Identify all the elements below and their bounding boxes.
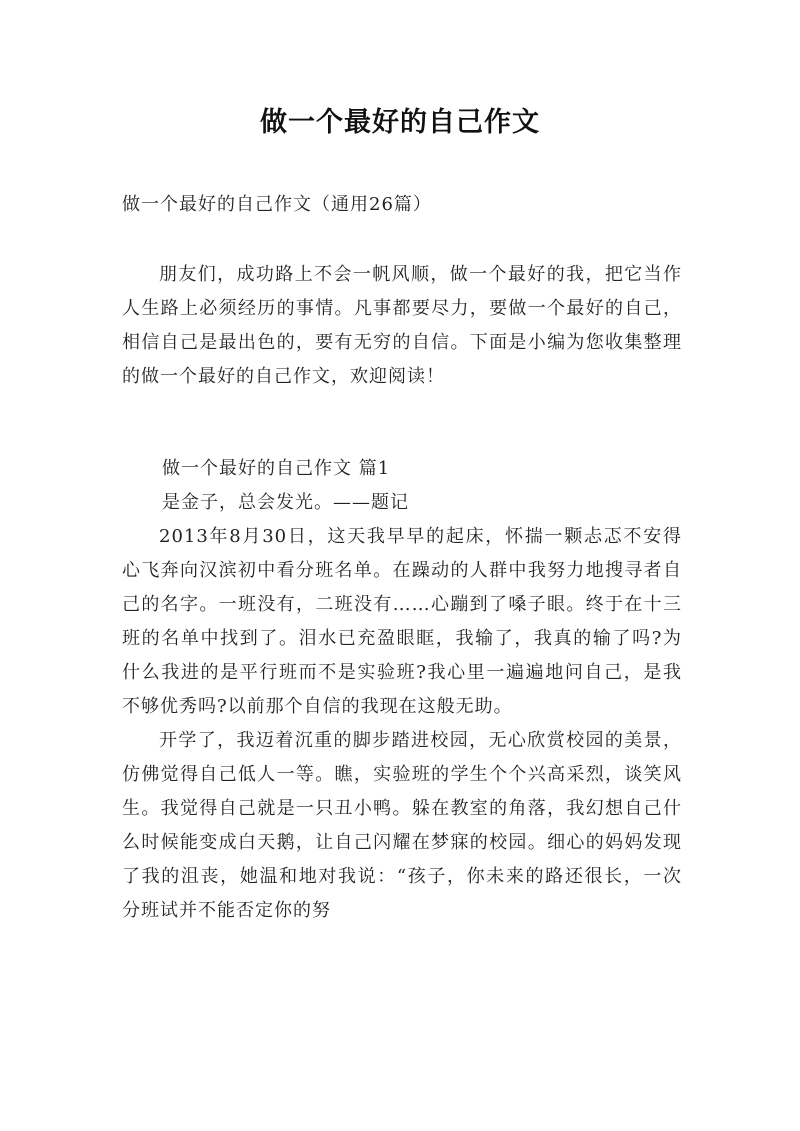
intro-section <box>122 258 682 394</box>
article-section <box>122 452 682 928</box>
article-heading: 做一个最好的自己作文 篇1 <box>162 458 391 479</box>
article-epigraph: 是金子，总会发光。——题记 <box>162 492 409 513</box>
intro-paragraph: 朋友们，成功路上不会一帆风顺，做一个最好的我，把它当作人生路上必须经历的事情。凡事都要尽力，要做一个最好的自己，相信自己是最出色的，要有无穷的自信。下面是小编为您收集整理的做一个最好的自己作文，欢迎阅读！ <box>122 264 682 387</box>
document-title: 做一个最好的自己作文 <box>260 107 540 138</box>
article-paragraph: 开学了，我迈着沉重的脚步踏进校园，无心欣赏校园的美景，仿佛觉得自己低人一等。瞧，实验班的学生个个兴高采烈，谈笑风生。我觉得自己就是一只丑小鸭。躲在教室的角落，我幻想自己什么时候能变成白天鹅，让自己闪耀在梦寐的校园。细心的妈妈发现了我的沮丧，她温和地对我说：“孩子，你未来的路还很长，一次分班试并不能否定你的努 <box>122 730 682 921</box>
document-subtitle: 做一个最好的自己作文（通用26篇） <box>122 194 432 215</box>
article-paragraph: 2013年8月30日，这天我早早的起床，怀揣一颗忐忑不安得心飞奔向汉滨初中看分班名单。在躁动的人群中我努力地搜寻者自己的名字。一班没有，二班没有……心蹦到了嗓子眼。终于在十三班的名单中找到了。泪水已充盈眼眶，我输了，我真的输了吗?为什么我进的是平行班而不是实验班?我心里一遍遍地问自己，是我不够优秀吗?以前那个自信的我现在这般无助。 <box>122 526 682 717</box>
